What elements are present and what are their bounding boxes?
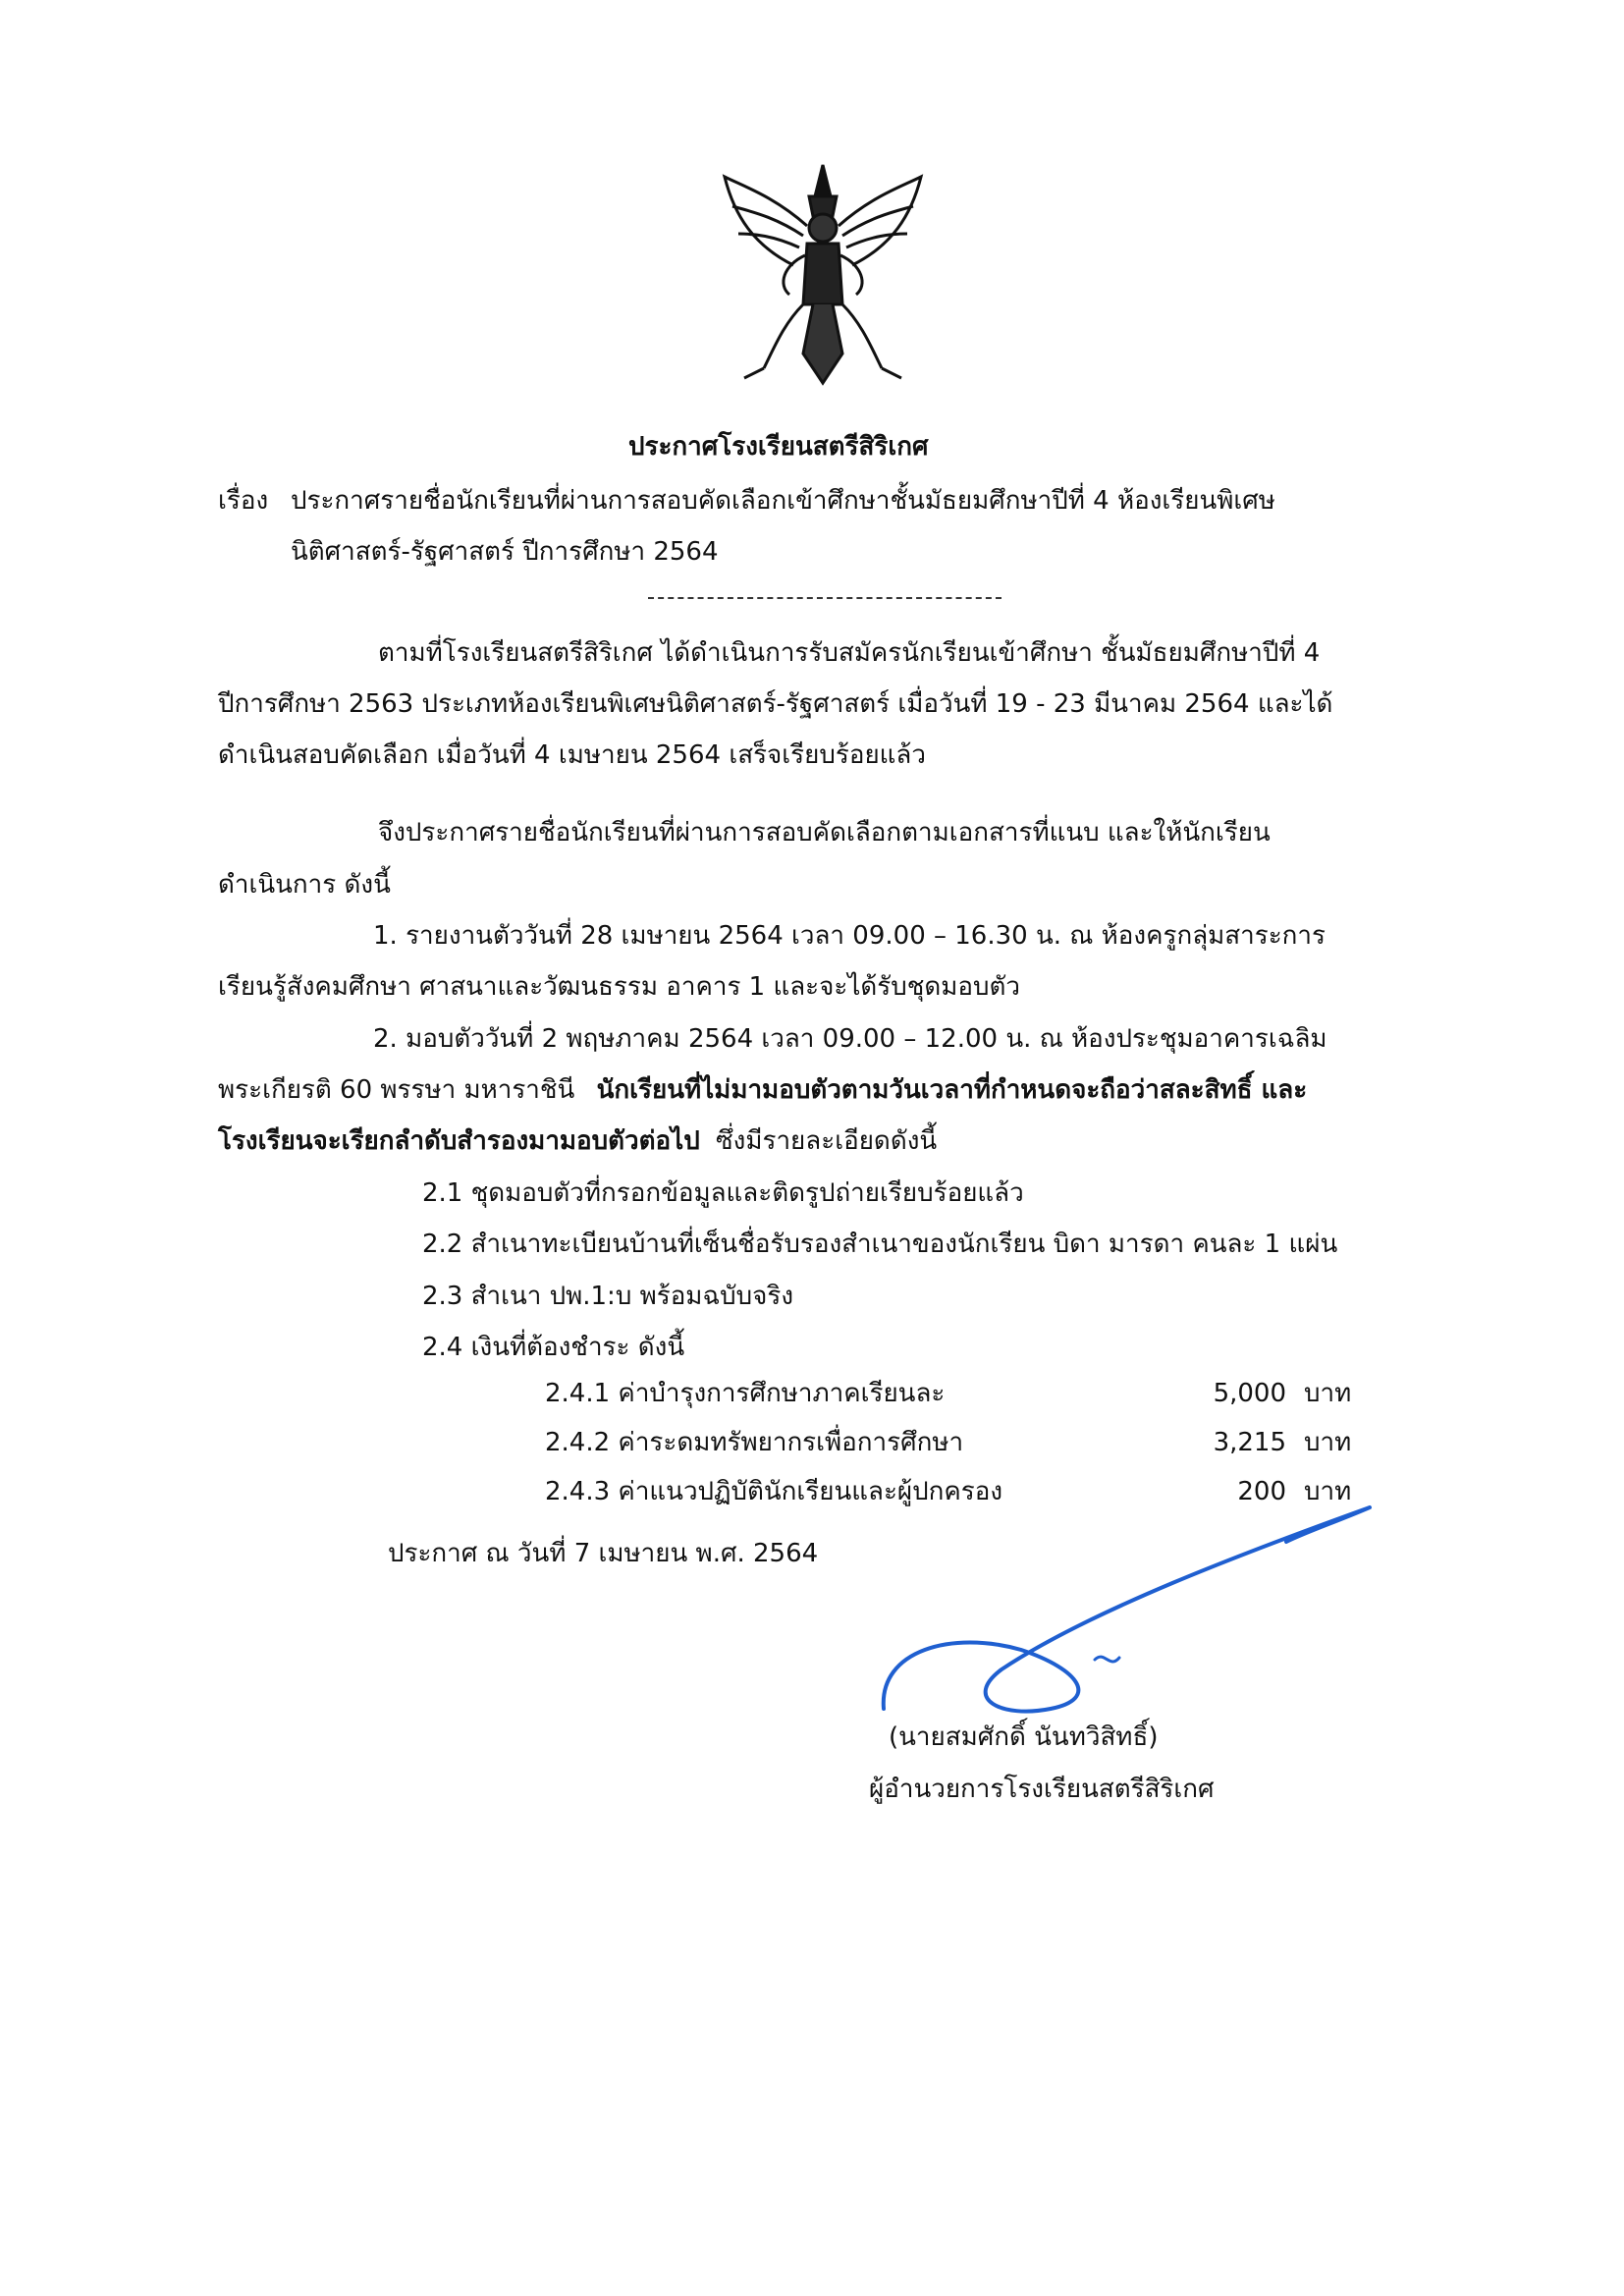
signature-mark — [874, 1503, 1384, 1738]
fee-label: 2.4.1 ค่าบำรุงการศึกษาภาคเรียนละ — [545, 1379, 946, 1408]
signatory-name: (นายสมศักดิ์ นันทวิสิทธิ์) — [889, 1722, 1159, 1752]
fee-amount: 200 — [1237, 1477, 1286, 1506]
sub-item: 2.4 เงินที่ต้องชำระ ดังนี้ — [422, 1333, 685, 1362]
fee-unit: บาท — [1304, 1477, 1352, 1506]
item-1-line-1: 1. รายงานตัววันที่ 28 เมษายน 2564 เวลา 09.00 – 16.30 น. ณ ห้องครูกลุ่มสาระการ — [373, 921, 1326, 951]
paragraph-2-line-2: ดำเนินการ ดังนี้ — [218, 870, 391, 900]
fee-unit: บาท — [1304, 1428, 1352, 1457]
item-1-line-2: เรียนรู้สังคมศึกษา ศาสนาและวัฒนธรรม อาคาร 1 และจะได้รับชุดมอบตัว — [218, 972, 1021, 1002]
fee-unit: บาท — [1304, 1379, 1352, 1408]
subject-line-1: ประกาศรายชื่อนักเรียนที่ผ่านการสอบคัดเลือกเข้าศึกษาชั้นมัธยมศึกษาปีที่ 4 ห้องเรียนพิเศษ — [291, 486, 1275, 516]
subject-line-2: นิติศาสตร์-รัฐศาสตร์ ปีการศึกษา 2564 — [291, 537, 719, 567]
item-2-line-2 — [218, 1073, 1307, 1107]
sub-item: 2.3 สำเนา ปพ.1:บ พร้อมฉบับจริง — [422, 1282, 794, 1311]
item-2-line-3 — [218, 1124, 937, 1158]
fee-label: 2.4.3 ค่าแนวปฏิบัตินักเรียนและผู้ปกครอง — [545, 1477, 1003, 1506]
item-2-line-2-text: พระเกียรติ 60 พรรษา มหาราชินี — [218, 1075, 575, 1105]
paragraph-1-line-3: ดำเนินสอบคัดเลือก เมื่อวันที่ 4 เมษายน 2564 เสร็จเรียบร้อยแล้ว — [218, 740, 926, 770]
garuda-emblem-icon — [705, 157, 941, 393]
paragraph-1-line-2: ปีการศึกษา 2563 ประเภทห้องเรียนพิเศษนิติศาสตร์-รัฐศาสตร์ เมื่อวันที่ 19 - 23 มีนาคม 2564 และได้ — [218, 689, 1333, 719]
item-2-line-1: 2. มอบตัววันที่ 2 พฤษภาคม 2564 เวลา 09.00 – 12.00 น. ณ ห้องประชุมอาคารเฉลิม — [373, 1024, 1327, 1054]
paragraph-1-line-1: ตามที่โรงเรียนสตรีสิริเกศ ได้ดำเนินการรับสมัครนักเรียนเข้าศึกษา ชั้นมัธยมศึกษาปีที่ 4 — [378, 638, 1321, 668]
subject-label: เรื่อง — [218, 486, 269, 516]
item-2-line-3-bold: โรงเรียนจะเรียกลำดับสำรองมามอบตัวต่อไป — [218, 1126, 700, 1156]
signatory-position: ผู้อำนวยการโรงเรียนสตรีสิริเกศ — [869, 1775, 1215, 1804]
fee-amount: 5,000 — [1213, 1379, 1286, 1408]
paragraph-2-line-1: จึงประกาศรายชื่อนักเรียนที่ผ่านการสอบคัดเลือกตามเอกสารที่แนบ และให้นักเรียน — [378, 818, 1271, 847]
document-title: ประกาศโรงเรียนสตรีสิริเกศ — [628, 432, 929, 462]
fee-amount: 3,215 — [1213, 1428, 1286, 1457]
divider — [648, 597, 1001, 599]
item-2-line-3-text: ซึ่งมีรายละเอียดดังนี้ — [716, 1126, 938, 1156]
fee-label: 2.4.2 ค่าระดมทรัพยากรเพื่อการศึกษา — [545, 1428, 964, 1457]
announcement-date: ประกาศ ณ วันที่ 7 เมษายน พ.ศ. 2564 — [388, 1539, 819, 1568]
sub-item: 2.1 ชุดมอบตัวที่กรอกข้อมูลและติดรูปถ่ายเรียบร้อยแล้ว — [422, 1178, 1024, 1208]
item-2-line-2-bold: นักเรียนที่ไม่มามอบตัวตามวันเวลาที่กำหนดจะถือว่าสละสิทธิ์ และ — [596, 1075, 1308, 1105]
sub-item: 2.2 สำเนาทะเบียนบ้านที่เซ็นชื่อรับรองสำเนาของนักเรียน บิดา มารดา คนละ 1 แผ่น — [422, 1230, 1338, 1259]
